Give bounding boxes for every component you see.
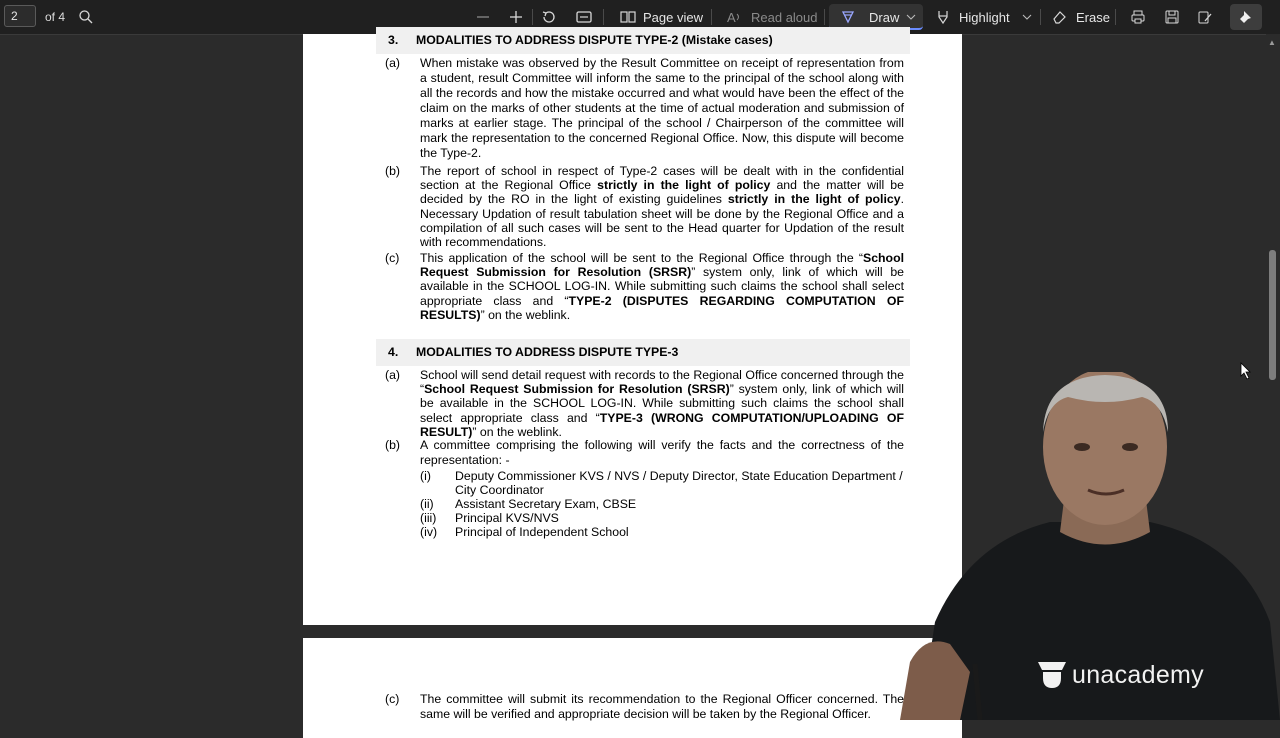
read-aloud-label: Read aloud	[751, 9, 818, 25]
item-text: A committee comprising the following will verify the facts and the correctness of the representation: -	[420, 438, 904, 467]
draw-pen-icon	[840, 9, 856, 25]
highlight-options-chevron-icon[interactable]	[1022, 0, 1032, 34]
brand-name: unacademy	[1072, 660, 1204, 689]
highlight-label: Highlight	[959, 9, 1010, 25]
scroll-up-arrow-icon[interactable]: ▲	[1268, 38, 1276, 47]
section-4-number: 4.	[388, 345, 399, 359]
item-label: (a)	[385, 368, 401, 382]
unacademy-logo-icon	[1036, 660, 1068, 690]
save-as-icon[interactable]	[1197, 0, 1213, 34]
unacademy-logo	[1036, 660, 1204, 690]
section-4-header	[376, 339, 910, 366]
item-label: (a)	[385, 56, 401, 70]
section-3-header	[376, 27, 910, 54]
eraser-icon	[1051, 9, 1067, 25]
read-aloud-icon	[726, 9, 742, 25]
page-count-label: of 4	[45, 10, 66, 24]
section-4-title: MODALITIES TO ADDRESS DISPUTE TYPE-3	[416, 345, 679, 359]
svg-text:A: A	[727, 10, 736, 25]
item-label: (c)	[385, 251, 400, 265]
item-text: This application of the school will be sent to the Regional Office through the “School Request Submission for Resolution (SRSR)” system only, link of which will be available in the SCHOOL LOG-IN. While submitting such claims the school shall select appropriate class and “TYPE-2 (DISPUTES REGARDING COMPUTATION OF RESULTS)” on the weblink.	[420, 251, 904, 322]
highlighter-icon	[935, 9, 951, 25]
item-label: (b)	[385, 438, 401, 452]
item-text: School will send detail request with records to the Regional Office concerned through the “School Request Submission for Resolution (SRSR)” system only, link of which will be available in the SCHOOL LOG-IN. While submitting such claims the school shall select appropriate class and “TYPE-3 (WRONG COMPUTATION/UPLOADING OF RESULT)” on the weblink.	[420, 368, 904, 439]
item-text: The committee will submit its recommendation to the Regional Officer concerned. The same will be verified and appropriate decision will be taken by the Regional Officer.	[420, 692, 904, 721]
scrollbar-thumb[interactable]	[1269, 250, 1276, 380]
item-text: When mistake was observed by the Result Committee on receipt of representation from a student, result Committee will inform the same to the principal of the school along with all the records and how the mistake occurred and what would have been the effect of the claim on the marks of other students at the time of actual moderation and submission of marks at earlier stage. The principal of the school / Chairperson of the committee will mark the representation to the concerned Regional Office. Now, this dispute will become the Type-2.	[420, 56, 904, 160]
draw-label: Draw	[869, 9, 900, 25]
save-icon[interactable]	[1164, 0, 1180, 34]
page-number-input[interactable]	[4, 5, 36, 27]
print-icon[interactable]	[1130, 0, 1146, 34]
pdf-page-3	[303, 638, 962, 738]
item-label: (b)	[385, 164, 401, 178]
page-view-icon	[619, 9, 637, 25]
erase-label: Erase	[1076, 9, 1110, 25]
item-label: (c)	[385, 692, 400, 706]
item-text: The report of school in respect of Type-2 cases will be dealt with in the confidential section at the Regional Office strictly in the light of policy and the matter will be decided by the RO in the light of existing guidelines strictly in the light of policy. Necessary Updation of result tabulation sheet will be done by the Regional Office and a compilation of all such cases will be sent to the Head quarter for Updation of the result with recommendations.	[420, 164, 904, 250]
page-view-label: Page view	[643, 9, 703, 25]
pin-toolbar-icon[interactable]	[1238, 0, 1254, 34]
pdf-page-2: 3. MODALITIES TO ADDRESS DISPUTE TYPE-2 (Mistake cases) (a) When mistake was observed by the Result Committee on receipt of representation from a student, result Committee will inform the same to the principal of the school along with all the records and how the mistake occurred and what would have been the effect of the claim on the marks of other students at the time of actual moderation and submission of marks at earlier stage. The principal of the school / Chairperson of the committee will mark the representation to the concerned Regional Office. Now, this dispute will become the Type-2. (b) The report of school in respect of Type-2 cases will be dealt with in the confidential section at the Regional Office strictly in the light of policy and the matter will be decided by the RO in the light of existing guidelines strictly in the light of policy. Necessary Updation of result tabulation sheet will be done by the Regional Office and a compilation of all such cases will be sent to the Head quarter for Updation of the result with recommendations. (c) This application of the school will be sent to the Regional Office through the “School Request Submission for Resolution (SRSR)” system only, link of which will be available in the SCHOOL LOG-IN. While submitting such claims the school shall select appropriate class and “TYPE-2 (DISPUTES REGARDING COMPUTATION OF RESULTS)” on the weblink. 4. MODALITIES TO ADDRESS DISPUTE TYPE-3 (a) School will send detail request with records to the Regional Office concerned through the “School Request Submission for Resolution (SRSR)” system only, link of which will be available in the SCHOOL LOG-IN. While submitting such claims the school shall select appropriate class and “TYPE-3 (WRONG COMPUTATION/UPLOADING OF RESULT)” on the weblink. (b) A committee comprising the following will verify the facts and the correctness of the representation: - (i) Deputy Commissioner KVS / NVS / Deputy Director, State Education Department / City Coordinator (ii) Assistant Secretary Exam, CBSE (iii) Principal KVS/NVS (iv) Principal of Independent School	[303, 34, 962, 625]
erase-button[interactable]	[1051, 0, 1110, 34]
highlight-button[interactable]	[935, 0, 1010, 34]
section-3-title: MODALITIES TO ADDRESS DISPUTE TYPE-2 (Mistake cases)	[416, 33, 773, 47]
section-3-number: 3.	[388, 33, 399, 47]
search-icon[interactable]	[78, 0, 94, 34]
